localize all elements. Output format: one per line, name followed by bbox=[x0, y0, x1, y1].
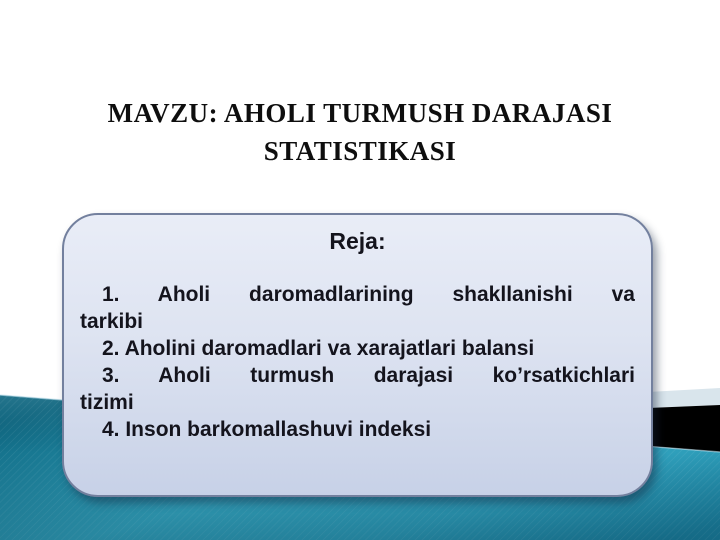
plan-item-1-line-2: tarkibi bbox=[80, 310, 144, 333]
black-wedge bbox=[648, 405, 720, 452]
plan-panel bbox=[62, 213, 653, 497]
plan-heading: Reja: bbox=[329, 228, 386, 254]
accent-band bbox=[648, 388, 720, 408]
slide-title-line-1: MAVZU: AHOLI TURMUSH DARAJASI bbox=[107, 98, 613, 128]
slide-title bbox=[0, 94, 720, 170]
slide-title-line-2: STATISTIKASI bbox=[263, 136, 457, 166]
plan-item-3-line-1: 3. Aholi turmush darajasi ko’rsatkichlari bbox=[102, 364, 635, 387]
plan-item-3-line-2: tizimi bbox=[80, 391, 134, 414]
plan-item-2: 2. Aholini daromadlari va xarajatlari balansi bbox=[102, 337, 535, 360]
plan-list bbox=[80, 281, 635, 443]
plan-item-1-line-1: 1. Aholi daromadlarining shakllanishi va bbox=[102, 283, 635, 306]
plan-item-4: 4. Inson barkomallashuvi indeksi bbox=[102, 418, 432, 441]
